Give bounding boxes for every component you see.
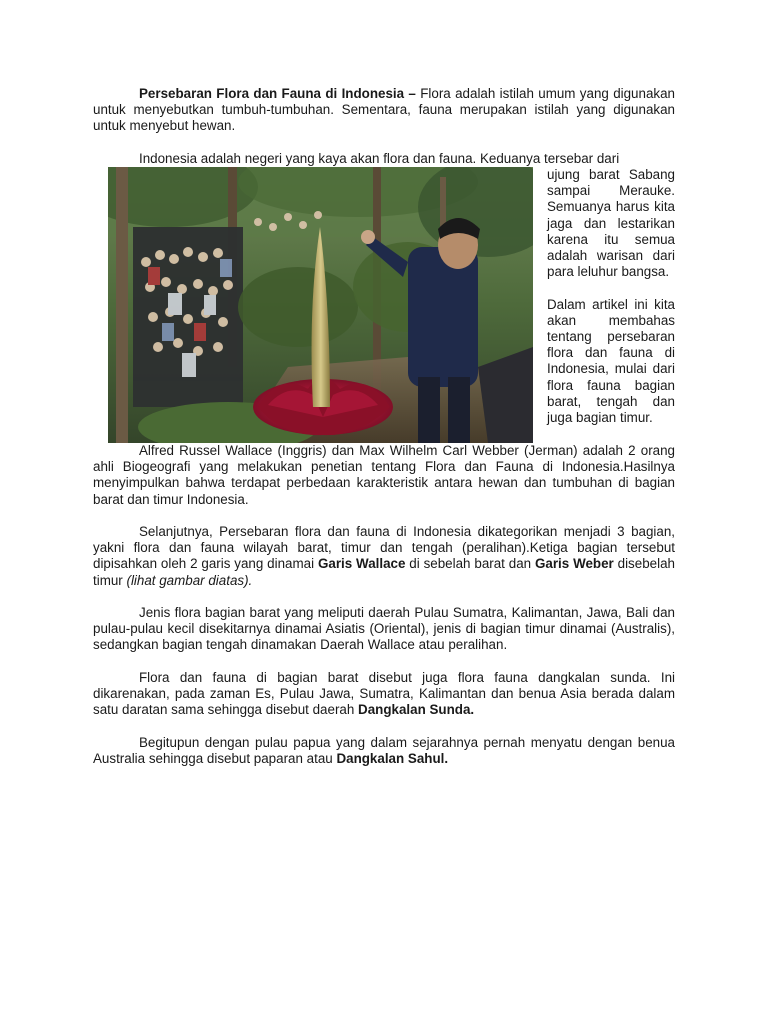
paragraph-first-line <box>93 151 675 167</box>
intro-text: Flora adalah istilah umum yang digunakan untuk menyebutkan tumbuh-tumbuhan. Sementara, fauna merupakan istilah yang digunakan untuk menyebut hewan. <box>93 86 675 134</box>
garis-wallace-label: Garis Wallace <box>317 556 406 572</box>
para5-text-a: Selanjutnya, Persebaran flora dan fauna di Indonesia dikategorikan menjadi 3 bagian, yakni flora dan fauna wilayah barat, timur dan tengah (peralihan).Ketiga bagian tersebut dipisahkan oleh 2 garis yang dinamai <box>93 524 675 572</box>
para8-text: Begitupun dengan pulau papua yang dalam sejarahnya pernah menyatu dengan benua Australia sehingga disebut paparan atau <box>93 734 675 766</box>
paragraph-3-side-text: Dalam artikel ini kita akan membahas tentang persebaran flora dan fauna di Indonesia, mulai dari flora fauna bagian barat, tengah dan juga bagian timur. <box>547 296 675 426</box>
paragraph-dangkalan-sahul <box>93 735 675 767</box>
paragraph-persebaran <box>93 524 675 589</box>
body-text <box>93 443 675 767</box>
see-image-note: (lihat gambar diatas). <box>126 572 253 588</box>
intro-paragraph <box>93 86 675 135</box>
paragraph-wallace-webber: Alfred Russel Wallace (Inggris) dan Max Wilhelm Carl Webber (Jerman) adalah 2 orang ahli Biogeografi yang melakukan penetian tentang Flora dan Fauna di Indonesia.Hasilnya menyimpulkan bahwa terdapat perbedaan karakteristik antara hewan dan tumbuhan di bagian barat dan timur Indonesia. <box>93 443 675 507</box>
dangkalan-sahul-label: Dangkalan Sahul. <box>336 750 449 766</box>
article-title: Persebaran Flora dan Fauna di Indonesia – <box>139 86 416 101</box>
paragraph-dangkalan-sunda <box>93 670 675 719</box>
document-page <box>93 86 675 783</box>
photo-illustration-icon <box>108 167 533 443</box>
dangkalan-sunda-label: Dangkalan Sunda. <box>358 702 475 718</box>
corpse-flower-photo <box>108 167 533 443</box>
garis-weber-label: Garis Weber <box>534 556 614 572</box>
para5-text-b: di sebelah barat dan <box>405 556 535 572</box>
paragraph-jenis-flora: Jenis flora bagian barat yang meliputi daerah Pulau Sumatra, Kalimantan, Jawa, Bali dan pulau-pulau kecil disekitarnya dinamai Asiatis (Oriental), jenis di bagian timur dinamai (Australis), sedangkan bagian tengah dinamakan Daerah Wallace atau peralihan. <box>93 605 675 653</box>
photo-container <box>108 167 533 443</box>
para5-text-c: disebelah timur <box>93 556 675 588</box>
paragraph-2-first-line: Indonesia adalah negeri yang kaya akan flora dan fauna. Keduanya tersebar dari <box>139 150 620 166</box>
para7-text: Flora dan fauna di bagian barat disebut juga flora fauna dangkalan sunda. Ini dikarenakan, pada zaman Es, Pulau Jawa, Sumatra, Kalimantan dan benua Asia berada dalam satu daratan sama sehingga disebut daerah <box>93 669 675 718</box>
paragraph-2-side-text: ujung barat Sabang sampai Merauke. Semuanya harus kita jaga dan lestarikan karena itu semua adalah warisan dari para leluhur bangsa. <box>547 167 675 280</box>
